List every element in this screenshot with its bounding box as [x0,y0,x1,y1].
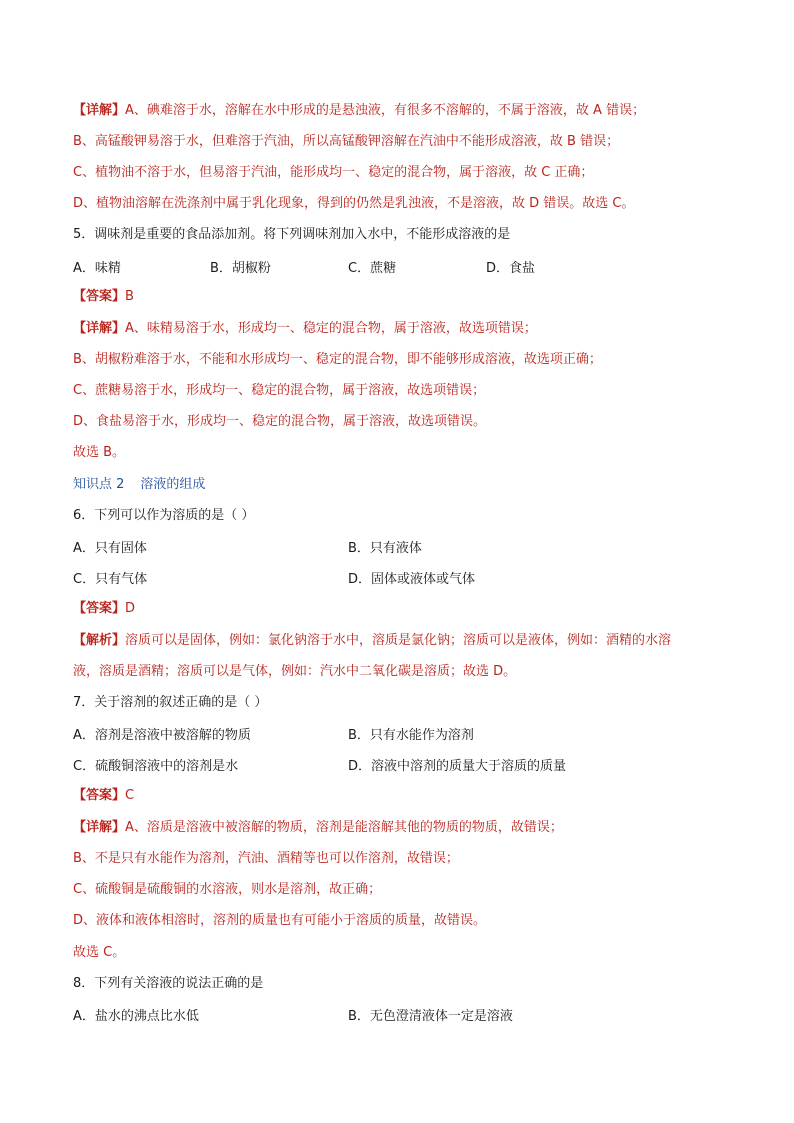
knowledge-point-label: 知识点 2 [73,477,125,492]
q6-option-c: C．只有气体 [73,572,148,587]
q7-option-d: D．溶液中溶剂的质量大于溶质的质量 [348,759,567,774]
q6-answer-value: D [125,601,136,616]
q5-detail-a-text: A、味精易溶于水，形成均一、稳定的混合物，属于溶液，故选项错误； [125,321,537,336]
q5-stem: 5．调味剂是重要的食品添加剂。将下列调味剂加入水中，不能形成溶液的是 [73,227,511,242]
q6-answer [73,599,135,619]
answer-tag: 【答案】 [73,289,126,304]
answer-tag: 【答案】 [73,601,126,616]
q6-analysis-line2: 液，溶质是酒精；溶质可以是气体，例如：汽水中二氧化碳是溶质；故选 D。 [73,664,517,679]
knowledge-point-heading [73,475,205,495]
q7-answer [73,786,134,806]
q7-detail-d: D、液体和液体相溶时，溶剂的质量也有可能小于溶质的质量，故错误。 [73,913,487,928]
q5-option-a: A．味精 [73,261,121,276]
q6-option-d: D．固体或液体或气体 [348,572,476,587]
analysis-tag: 【解析】 [73,633,126,648]
q4-detail-a-text: A、碘难溶于水，溶解在水中形成的是悬浊液，有很多不溶解的，不属于溶液，故 A 错误； [125,103,646,118]
q4-detail-d: D、植物油溶解在洗涤剂中属于乳化现象，得到的仍然是乳浊液，不是溶液，故 D 错误。故选 C。 [73,196,635,211]
q5-answer [73,287,134,307]
q6-stem: 6．下列可以作为溶质的是（ ） [73,508,255,523]
q7-answer-value: C [125,788,135,803]
answer-tag: 【答案】 [73,788,126,803]
q4-detail-c: C、植物油不溶于水，但易溶于汽油，能形成均一、稳定的混合物，属于溶液，故 C 正确； [73,165,594,180]
q5-answer-value: B [125,289,134,304]
q5-detail-a [73,319,537,339]
q7-detail-b: B、不是只有水能作为溶剂，汽油、酒精等也可以作溶剂，故错误； [73,851,459,866]
detail-tag: 【详解】 [73,321,126,336]
q8-option-b: B．无色澄清液体一定是溶液 [348,1009,513,1024]
detail-tag: 【详解】 [73,820,126,835]
q5-option-b: B．胡椒粉 [210,261,271,276]
q6-option-a: A．只有固体 [73,541,147,556]
q5-detail-b: B、胡椒粉难溶于水，不能和水形成均一、稳定的混合物，即不能够形成溶液，故选项正确； [73,352,602,367]
q7-detail-c: C、硫酸铜是硫酸铜的水溶液，则水是溶剂，故正确； [73,882,382,897]
q5-detail-d: D、食盐易溶于水，形成均一、稳定的混合物，属于溶液，故选项错误。 [73,414,487,429]
q7-option-a: A．溶剂是溶液中被溶解的物质 [73,728,251,743]
q6-analysis-line1 [73,631,671,651]
q5-detail-c: C、蔗糖易溶于水，形成均一、稳定的混合物，属于溶液，故选项错误； [73,383,486,398]
knowledge-point-title: 溶液的组成 [140,477,206,492]
q6-analysis-line1-text: 溶质可以是固体，例如：氯化钠溶于水中，溶质是氯化钠；溶质可以是液体，例如：酒精的水溶 [125,633,672,648]
detail-tag: 【详解】 [73,103,126,118]
q6-option-b: B．只有液体 [348,541,422,556]
q7-detail-a-text: A、溶质是溶液中被溶解的物质，溶剂是能溶解其他的物质的物质，故错误； [125,820,563,835]
q7-conclusion: 故选 C。 [73,945,126,960]
q5-option-c: C．蔗糖 [348,261,397,276]
q5-option-d: D．食盐 [486,261,536,276]
q4-detail-a [73,101,645,121]
q7-option-b: B．只有水能作为溶剂 [348,728,474,743]
q7-detail-a [73,818,563,838]
q8-stem: 8．下列有关溶液的说法正确的是 [73,976,264,991]
q4-detail-b: B、高锰酸钾易溶于水，但难溶于汽油，所以高锰酸钾溶解在汽油中不能形成溶液，故 B 错误； [73,134,620,149]
q8-option-a: A．盐水的沸点比水低 [73,1009,199,1024]
q7-option-c: C．硫酸铜溶液中的溶剂是水 [73,759,239,774]
q7-stem: 7．关于溶剂的叙述正确的是（ ） [73,695,268,710]
q5-conclusion: 故选 B。 [73,445,126,460]
